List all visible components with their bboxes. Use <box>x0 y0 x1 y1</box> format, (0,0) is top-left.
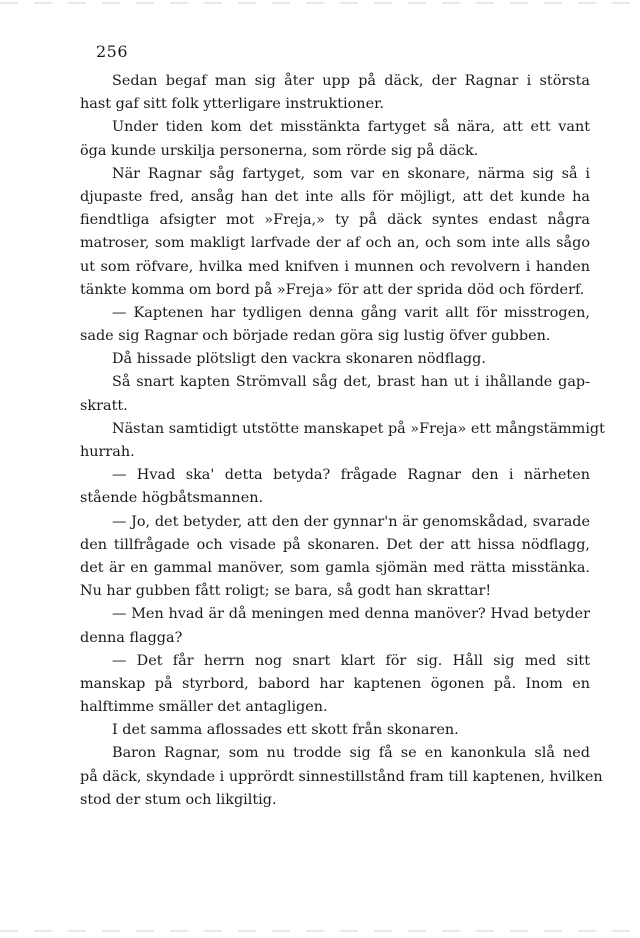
text-line: det är en gammal manöver, som gamla sjömän med rätta misstänka. <box>80 559 590 576</box>
text-line: öga kunde urskilja personerna, som rörde sig på däck. <box>80 142 479 159</box>
text-line: fiendtliga afsigter mot »Freja,» ty på däck syntes endast några <box>80 212 590 229</box>
text-line: — Jo, det betyder, att den der gynnar'n är genomskådad, svarade <box>112 513 590 530</box>
text-line: Nästan samtidigt utstötte manskapet på »Freja» ett mångstämmigt <box>112 420 605 437</box>
text-line: Då hissade plötsligt den vackra skonaren nödflagg. <box>112 351 486 368</box>
text-line: halftimme smäller det antagligen. <box>80 699 328 716</box>
text-line: skratt. <box>80 397 128 414</box>
text-line: Under tiden kom det misstänkta fartyget så nära, att ett vant <box>112 119 590 136</box>
body-text <box>80 70 605 812</box>
text-line: Baron Ragnar, som nu trodde sig få se en kanonkula slå ned <box>112 745 590 762</box>
text-line: ut som röfvare, hvilka med knifven i munnen och revolvern i handen <box>80 258 590 275</box>
text-line: — Det får herrn nog snart klart för sig. Håll sig med sitt <box>112 652 590 669</box>
text-line: stod der stum och likgiltig. <box>80 791 277 808</box>
text-line: När Ragnar såg fartyget, som var en skonare, närma sig så i <box>112 165 590 182</box>
text-line: tänkte komma om bord på »Freja» för att der sprida död och förderf. <box>80 281 585 298</box>
text-line: manskap på styrbord, babord har kaptenen ögonen på. Inom en <box>80 675 590 692</box>
text-line: Nu har gubben fått roligt; se bara, så godt han skrattar! <box>80 583 492 600</box>
text-line: Sedan begaf man sig åter upp på däck, der Ragnar i största <box>112 73 590 89</box>
text-line: på däck, skyndade i upprördt sinnestillstånd fram till kaptenen, hvilken <box>80 768 603 785</box>
scan-edge-bottom <box>0 930 640 932</box>
text-line: — Men hvad är då meningen med denna manöver? Hvad betyder <box>112 606 590 623</box>
text-line: matroser, som makligt larfvade der af och an, och som inte alls sågo <box>80 235 590 252</box>
text-line: Så snart kapten Strömvall såg det, brast han ut i ihållande gap- <box>112 374 590 391</box>
text-line: denna flagga? <box>80 629 183 646</box>
scan-edge-top <box>0 2 640 4</box>
text-line: hurrah. <box>80 444 135 460</box>
text-line: stående högbåtsmannen. <box>80 490 264 507</box>
text-line: sade sig Ragnar och började redan göra sig lustig öfver gubben. <box>80 328 551 345</box>
text-line: den tillfrågade och visade på skonaren. Det der att hissa nödflagg, <box>80 536 590 553</box>
text-line: I det samma aflossades ett skott från skonaren. <box>112 722 459 739</box>
text-line: — Hvad ska' detta betyda? frågade Ragnar den i närheten <box>112 467 590 484</box>
text-line: — Kaptenen har tydligen denna gång varit allt för misstrogen, <box>112 304 590 321</box>
text-line: hast gaf sitt folk ytterligare instruktioner. <box>80 96 384 113</box>
page-number: 256 <box>96 42 129 61</box>
text-line: djupaste fred, ansåg han det inte alls för möjligt, att det kunde ha <box>80 188 590 205</box>
